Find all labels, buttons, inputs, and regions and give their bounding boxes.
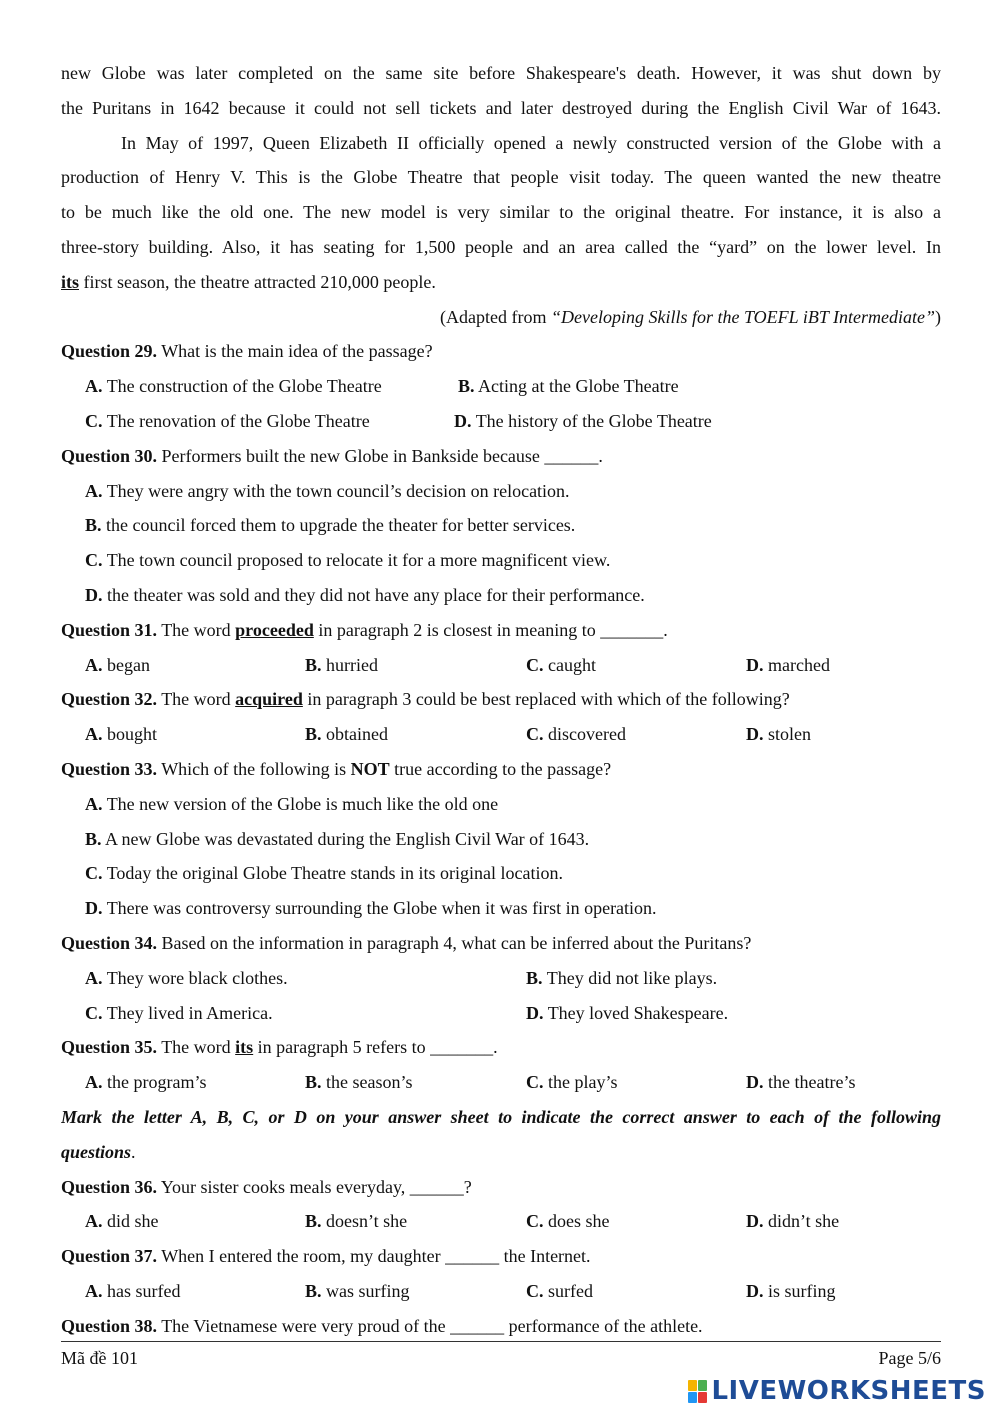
option-c[interactable]: C. They lived in America. <box>85 1002 273 1023</box>
passage-source: (Adapted from “Developing Skills for the TOEFL iBT Intermediate”) <box>440 306 941 327</box>
exam-page <box>61 56 941 1343</box>
passage-line: production of Henry V. This is the Globe Theatre that people visit today. The queen wanted the new theatre <box>61 167 941 188</box>
option-d[interactable]: D. is surfing <box>746 1280 836 1301</box>
option-c[interactable]: C. Today the original Globe Theatre stands in its original location. <box>85 863 563 884</box>
passage-line: new Globe was later completed on the same site before Shakespeare's death. However, it was shut down by <box>61 63 941 83</box>
option-b[interactable]: B. They did not like plays. <box>526 967 718 988</box>
option-a[interactable]: A. the program’s <box>85 1072 207 1093</box>
section-instruction: Mark the letter A, B, C, or D on your answer sheet to indicate the correct answer to each of the following <box>61 1106 941 1127</box>
section-instruction: questions. <box>61 1141 136 1162</box>
option-a[interactable]: A. The new version of the Globe is much like the old one <box>85 793 499 814</box>
options-row <box>61 717 941 752</box>
option-c[interactable]: C. caught <box>526 654 596 675</box>
option-a[interactable]: A. They wore black clothes. <box>85 967 288 988</box>
option-c[interactable]: C. discovered <box>526 724 626 745</box>
options-row <box>61 1204 941 1239</box>
liveworksheets-logo[interactable] <box>688 1376 986 1406</box>
question-29: Question 29. What is the main idea of the passage? <box>61 341 433 362</box>
option-d[interactable]: D. They loved Shakespeare. <box>526 1002 729 1023</box>
question-36: Question 36. Your sister cooks meals everyday, ______? <box>61 1176 472 1197</box>
logo-square <box>688 1392 697 1403</box>
option-a[interactable]: A. did she <box>85 1211 159 1232</box>
option-c[interactable]: C. does she <box>526 1211 610 1232</box>
option-a[interactable]: A. They were angry with the town council’s decision on relocation. <box>85 480 570 501</box>
option-b[interactable]: B. A new Globe was devastated during the English Civil War of 1643. <box>85 828 590 849</box>
source-title: “Developing Skills for the TOEFL iBT Intermediate” <box>551 306 935 327</box>
options-row <box>61 1274 941 1309</box>
option-b[interactable]: B. hurried <box>305 654 378 675</box>
logo-icon <box>688 1380 707 1403</box>
question-31: Question 31. The word proceeded in paragraph 2 is closest in meaning to _______. <box>61 619 668 640</box>
option-d[interactable]: D. marched <box>746 654 830 675</box>
question-38: Question 38. The Vietnamese were very proud of the ______ performance of the athlete. <box>61 1315 703 1336</box>
options-row <box>61 404 941 439</box>
options-row <box>61 996 941 1031</box>
option-d[interactable]: D. didn’t she <box>746 1211 840 1232</box>
logo-square <box>698 1380 707 1391</box>
option-c[interactable]: C. surfed <box>526 1280 593 1301</box>
passage-line: In May of 1997, Queen Elizabeth II officially opened a newly constructed version of the Globe with a <box>121 132 941 153</box>
option-d[interactable]: D. the theatre’s <box>746 1072 856 1093</box>
question-33: Question 33. Which of the following is NOT true according to the passage? <box>61 758 612 779</box>
logo-square <box>688 1380 697 1391</box>
underlined-word: acquired <box>235 689 303 710</box>
question-32: Question 32. The word acquired in paragraph 3 could be best replaced with which of the following? <box>61 689 790 710</box>
option-a[interactable]: A. has surfed <box>85 1280 181 1301</box>
passage-line: the Puritans in 1642 because it could not sell tickets and later destroyed during the English Civil War of 1643. <box>61 97 941 118</box>
option-d[interactable]: D. The history of the Globe Theatre <box>454 410 712 431</box>
page-number: Page 5/6 <box>878 1348 941 1368</box>
question-37: Question 37. When I entered the room, my daughter ______ the Internet. <box>61 1246 591 1267</box>
option-b[interactable]: B. doesn’t she <box>305 1211 408 1232</box>
exam-code: Mã đề 101 <box>61 1348 138 1368</box>
option-c[interactable]: C. The town council proposed to relocate it for a more magnificent view. <box>85 550 611 571</box>
logo-square <box>698 1392 707 1403</box>
option-d[interactable]: D. There was controversy surrounding the Globe when it was first in operation. <box>85 898 657 919</box>
option-d[interactable]: D. the theater was sold and they did not have any place for their performance. <box>85 584 645 605</box>
emphasis-not: NOT <box>350 758 390 779</box>
underlined-word: proceeded <box>235 619 314 640</box>
brand-text: LIVEWORKSHEETS <box>711 1376 986 1406</box>
option-b[interactable]: B. obtained <box>305 724 388 745</box>
passage-line: three-story building. Also, it has seating for 1,500 people and an area called the “yard” on the lower level. In <box>61 236 941 257</box>
option-b[interactable]: B. the season’s <box>305 1072 413 1093</box>
underlined-word: its <box>61 271 79 292</box>
underlined-word: its <box>235 1037 254 1058</box>
option-a[interactable]: A. bought <box>85 724 158 745</box>
option-c[interactable]: C. the play’s <box>526 1072 618 1093</box>
options-row <box>61 369 941 404</box>
options-row <box>61 648 941 683</box>
option-a[interactable]: A. The construction of the Globe Theatre <box>85 376 382 397</box>
options-row <box>61 1065 941 1100</box>
option-c[interactable]: C. The renovation of the Globe Theatre <box>85 410 370 431</box>
page-footer <box>61 1341 941 1370</box>
options-row <box>61 961 941 996</box>
passage-line: to be much like the old one. The new model is very similar to the original theatre. For instance, it is also a <box>61 202 941 223</box>
option-b[interactable]: B. Acting at the Globe Theatre <box>458 376 679 397</box>
question-35: Question 35. The word its in paragraph 5 refers to _______. <box>61 1037 498 1058</box>
option-b[interactable]: B. the council forced them to upgrade the theater for better services. <box>85 515 576 536</box>
option-a[interactable]: A. began <box>85 654 150 675</box>
option-d[interactable]: D. stolen <box>746 724 811 745</box>
option-b[interactable]: B. was surfing <box>305 1280 410 1301</box>
question-34: Question 34. Based on the information in paragraph 4, what can be inferred about the Puritans? <box>61 932 752 953</box>
question-30: Question 30. Performers built the new Globe in Bankside because ______. <box>61 445 603 466</box>
passage-line: its first season, the theatre attracted 210,000 people. <box>61 271 436 292</box>
